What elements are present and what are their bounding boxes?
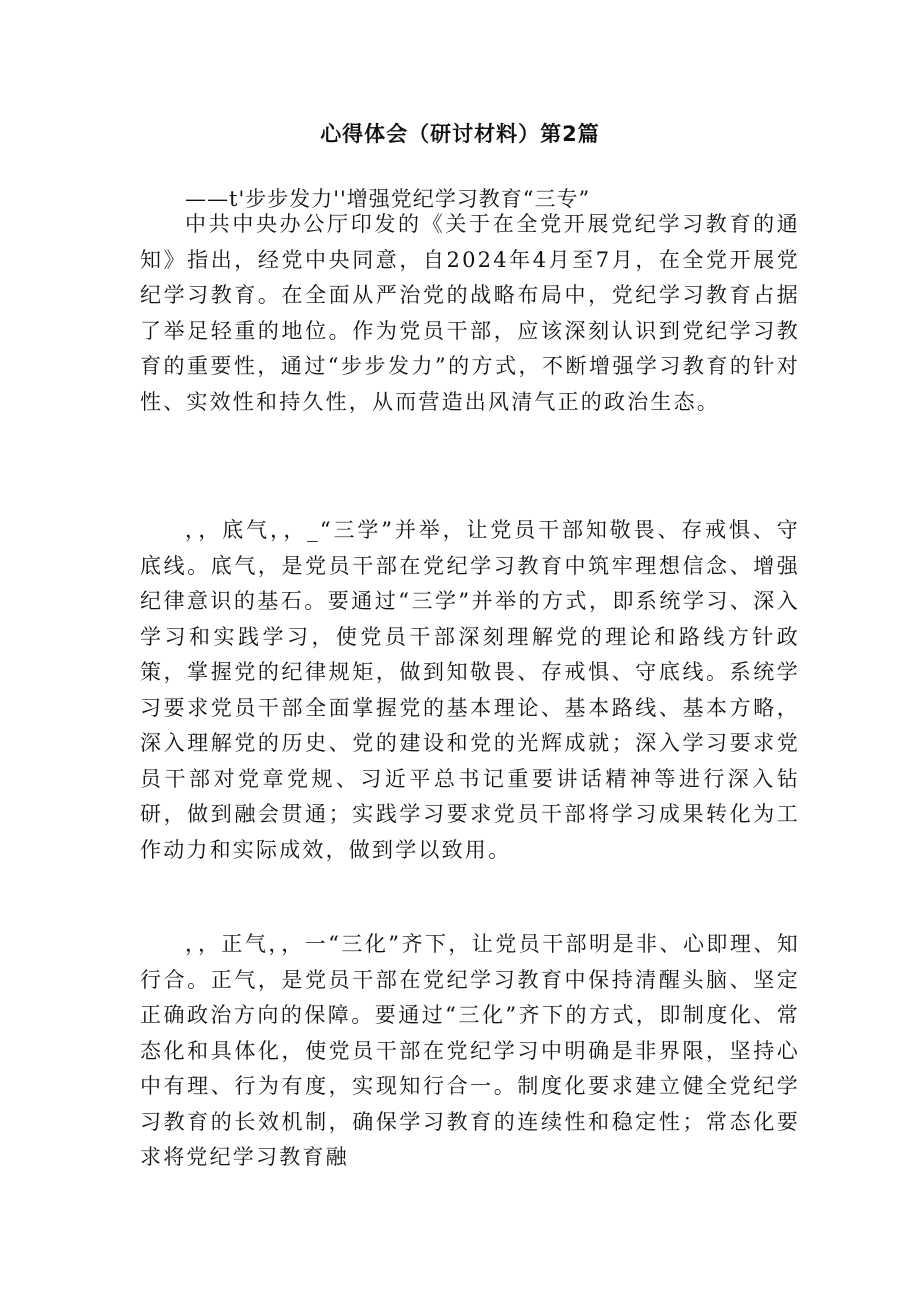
document-title: 心得体会（研讨材料）第2篇: [320, 122, 600, 146]
document-subtitle: ——t'步步发力''增强党纪学习教育“三专”: [185, 187, 591, 211]
paragraph-intro: 中共中央办公厅印发的《关于在全党开展党纪学习教育的通知》指出，经党中央同意，自2024年4月至7月，在全党开展党纪学习教育。在全面从严治党的战略布局中，党纪学习教育占据了举足轻重的地位。作为党员干部，应该深刻认识到党纪学习教育的重要性，通过“步步发力”的方式，不断增强学习教育的针对性、实效性和持久性，从而营造出风清气正的政治生态。: [140, 212, 800, 414]
paragraph-zhengqi: ，，正气，，一“三化”齐下，让党员干部明是非、心即理、知行合。正气，是党员干部在党纪学习教育中保持清醒头脑、坚定正确政治方向的保障。要通过“三化”齐下的方式，即制度化、常态化和具体化，使党员干部在党纪学习中明确是非界限，坚持心中有理、行为有度，实现知行合一。制度化要求建立健全党纪学习教育的长效机制，确保学习教育的连续性和稳定性；常态化要求将党纪学习教育融: [140, 932, 800, 1169]
paragraph-diqi: ，，底气，，_“三学”并举，让党员干部知敬畏、存戒惧、守底线。底气，是党员干部在党纪学习教育中筑牢理想信念、增强纪律意识的基石。要通过“三学”并举的方式，即系统学习、深入学习和实践学习，使党员干部深刻理解党的理论和路线方针政策，掌握党的纪律规矩，做到知敬畏、存戒惧、守底线。系统学习要求党员干部全面掌握党的基本理论、基本路线、基本方略，深入理解党的历史、党的建设和党的光辉成就；深入学习要求党员干部对党章党规、习近平总书记重要讲话精神等进行深入钻研，做到融会贯通；实践学习要求党员干部将学习成果转化为工作动力和实际成效，做到学以致用。: [140, 518, 800, 862]
